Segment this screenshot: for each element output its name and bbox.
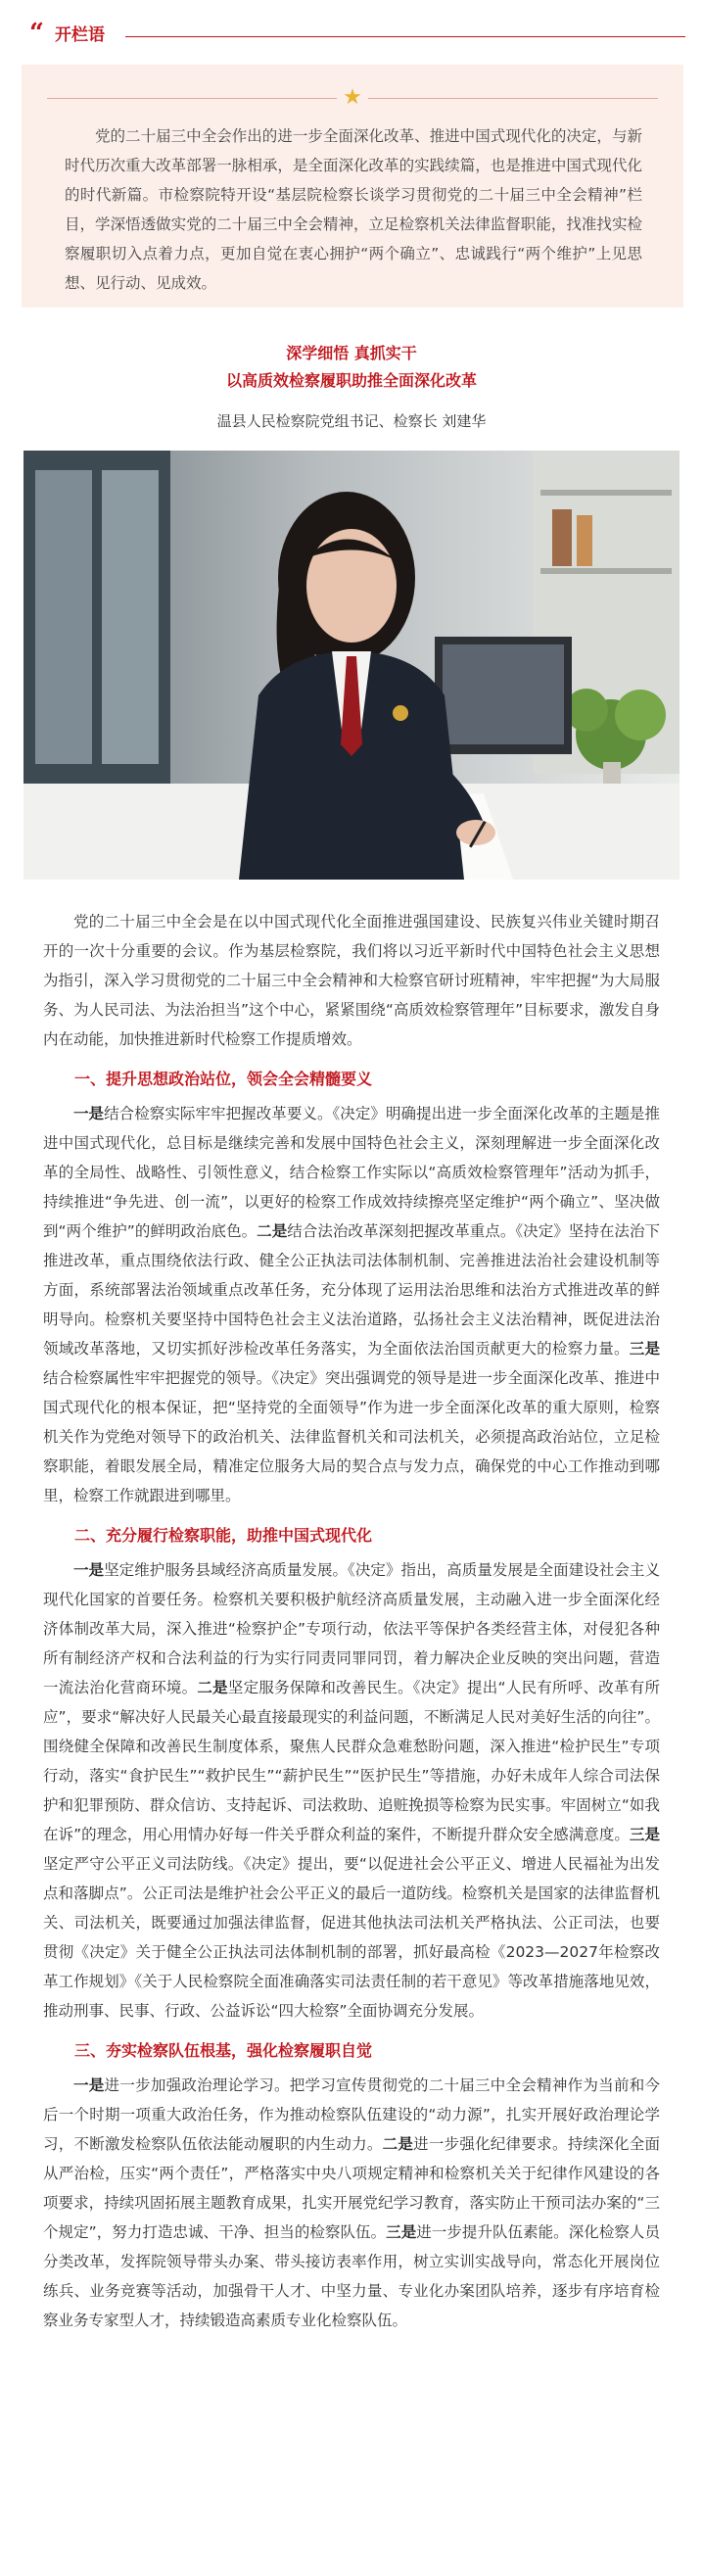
author-photo xyxy=(23,451,680,880)
point-text: 进一步强化纪律要求。持续深化全面从严治检，压实“两个责任”，严格落实中央八项规定精神和检察机关关于纪律作风建设的各项要求，持续巩固拓展主题教育成果，扎实开展党纪学习教育，落实防止干预司法办案的“三个规定”，努力打造忠诚、干净、担当的检察队伍。 xyxy=(43,2135,660,2241)
point-text: 结合检察属性牢牢把握党的领导。《决定》突出强调党的领导是进一步全面深化改革、推进中国式现代化的根本保证，把“坚持党的全面领导”作为进一步全面深化改革的重大原则，检察机关作为党绝对领导下的政治机关、法律监督机关和司法机关，必须提高政治站位，立足检察职能，着眼发展全局，精准定位服务大局的契合点与发力点，确保党的中心工作推动到哪里，检察工作就跟进到哪里。 xyxy=(43,1369,660,1504)
note-divider-left xyxy=(47,98,337,99)
point-text: 进一步提升队伍素能。深化检察人员分类改革，发挥院领导带头办案、带头接访表率作用，树立实训实战导向，常态化开展岗位练兵、业务竞赛等活动，加强骨干人才、中坚力量、专业化办案团队培养，逐步有序培育检察业务专家型人才，持续锻造高素质专业化检察队伍。 xyxy=(43,2223,660,2329)
column-title: 开栏语 xyxy=(55,25,105,45)
article-title-line1: 深学细悟 真抓实干 xyxy=(286,344,417,362)
note-divider-right xyxy=(368,98,658,99)
section-3-paragraph xyxy=(43,2071,660,2335)
point-label: 三是 xyxy=(629,1340,660,1358)
section-heading-3: 三、夯实检察队伍根基，强化检察履职自觉 xyxy=(74,2041,373,2060)
section-heading-1: 一、提升思想政治站位，领会全会精髓要义 xyxy=(74,1070,373,1088)
point-text: 结合法治改革深刻把握改革重点。《决定》坚持在法治下推进改革，重点围绕依法行政、健全公正执法司法体制机制、完善推进法治社会建设机制等方面，系统部署法治领域重点改革任务，充分体现了运用法治思维和法治方式推进改革的鲜明导向。检察机关要坚持中国特色社会主义法治道路，弘扬社会主义法治精神，既促进法治领域改革落地，又切实抓好涉检改革任务落实，为全面依法治国贡献更大的检察力量。 xyxy=(43,1222,660,1358)
intro-paragraph: 党的二十届三中全会是在以中国式现代化全面推进强国建设、民族复兴伟业关键时期召开的一次十分重要的会议。作为基层检察院，我们将以习近平新时代中国特色社会主义思想为指引，深入学习贯彻党的二十届三中全会精神和大检察官研讨班精神，牢牢把握“为大局服务、为人民司法、为法治担当”这个中心，紧紧围绕“高质效检察管理年”目标要求，激发自身内在动能，加快推进新时代检察工作提质增效。 xyxy=(43,913,660,1048)
point-label: 二是 xyxy=(197,1679,228,1696)
header-divider xyxy=(125,36,685,37)
section-heading-2: 二、充分履行检察职能，助推中国式现代化 xyxy=(74,1526,373,1545)
section-2-paragraph xyxy=(43,1555,660,2026)
point-text: 坚定维护服务县域经济高质量发展。《决定》指出，高质量发展是全面建设社会主义现代化国家的首要任务。检察机关要积极护航经济高质量发展，主动融入进一步全面深化经济体制改革大局，深入推进“检察护企”专项行动，依法平等保护各类经营主体，对侵犯各种所有制经济产权和合法利益的行为实行同责同罪同罚，着力解决企业反映的突出问题，营造一流法治化营商环境。 xyxy=(43,1561,660,1696)
article-title-line2: 以高质效检察履职助推全面深化改革 xyxy=(225,371,477,390)
point-label: 二是 xyxy=(257,1222,288,1240)
point-label: 一是 xyxy=(73,1561,105,1579)
article-body xyxy=(43,907,660,2335)
point-label: 三是 xyxy=(386,2223,417,2241)
section-1-paragraph xyxy=(43,1099,660,1510)
point-text: 结合检察实际牢牢把握改革要义。《决定》明确提出进一步全面深化改革的主题是推进中国式现代化，总目标是继续完善和发展中国特色社会主义，深刻理解进一步全面深化改革的全局性、战略性、引领性意义，结合检察工作实际以“高质效检察管理年”活动为抓手，持续推进“争先进、创一流”，以更好的检察工作成效持续擦亮坚定维护“两个确立”、坚决做到“两个维护”的鲜明政治底色。 xyxy=(43,1105,660,1240)
editor-note-text: 党的二十届三中全会作出的进一步全面深化改革、推进中国式现代化的决定，与新时代历次重大改革部署一脉相承，是全面深化改革的实践续篇，也是推进中国式现代化的时代新篇。市检察院特开设“基层院检察长谈学习贯彻党的二十届三中全会精神”栏目，学深悟透做实党的二十届三中全会精神，立足检察机关法律监督职能，找准找实检察履职切入点着力点，更加自觉在衷心拥护“两个确立”、忠诚践行“两个维护”上见思想、见行动、见成效。 xyxy=(65,127,642,292)
point-text: 坚定严守公平正义司法防线。《决定》提出，要“以促进社会公平正义、增进人民福祉为出发点和落脚点”。公正司法是维护社会公平正义的最后一道防线。检察机关是国家的法律监督机关、司法机关，既要通过加强法律监督，促进其他执法司法机关严格执法、公正司法，也要贯彻《决定》关于健全公正执法司法体制机制的部署，抓好最高检《2023—2027年检察改革工作规划》《关于人民检察院全面准确落实司法责任制的若干意见》等改革措施落地见效，推动刑事、民事、行政、公益诉讼“四大检察”全面协调充分发展。 xyxy=(43,1855,660,2020)
star-icon: ★ xyxy=(343,85,362,110)
editor-note-card xyxy=(22,65,683,308)
point-text: 坚定服务保障和改善民生。《决定》提出“人民有所呼、改革有所应”，要求“解决好人民最关心最直接最现实的利益问题，不断满足人民对美好生活的向往”。围绕健全保障和改善民生制度体系，聚焦人民群众急难愁盼问题，深入推进“检护民生”专项行动，落实“食护民生”“救护民生”“薪护民生”“医护民生”等措施，办好未成年人综合司法保护和犯罪预防、群众信访、支持起诉、司法救助、追赃挽损等检察为民实事。牢固树立“如我在诉”的理念，用心用情办好每一件关乎群众利益的案件，不断提升群众安全感满意度。 xyxy=(43,1679,660,1843)
point-label: 二是 xyxy=(382,2135,414,2153)
point-label: 一是 xyxy=(73,1105,105,1122)
point-label: 三是 xyxy=(629,1826,660,1843)
article-author: 温县人民检察院党组书记、检察长 刘建华 xyxy=(216,412,487,430)
point-text: 进一步加强政治理论学习。把学习宣传贯彻党的二十届三中全会精神作为当前和今后一个时期一项重大政治任务，作为推动检察队伍建设的“动力源”，扎实开展好政治理论学习，不断激发检察队伍依法能动履职的内生动力。 xyxy=(43,2076,660,2153)
quote-mark-icon: “ xyxy=(29,19,44,48)
column-header xyxy=(0,18,703,57)
point-label: 一是 xyxy=(73,2076,105,2094)
